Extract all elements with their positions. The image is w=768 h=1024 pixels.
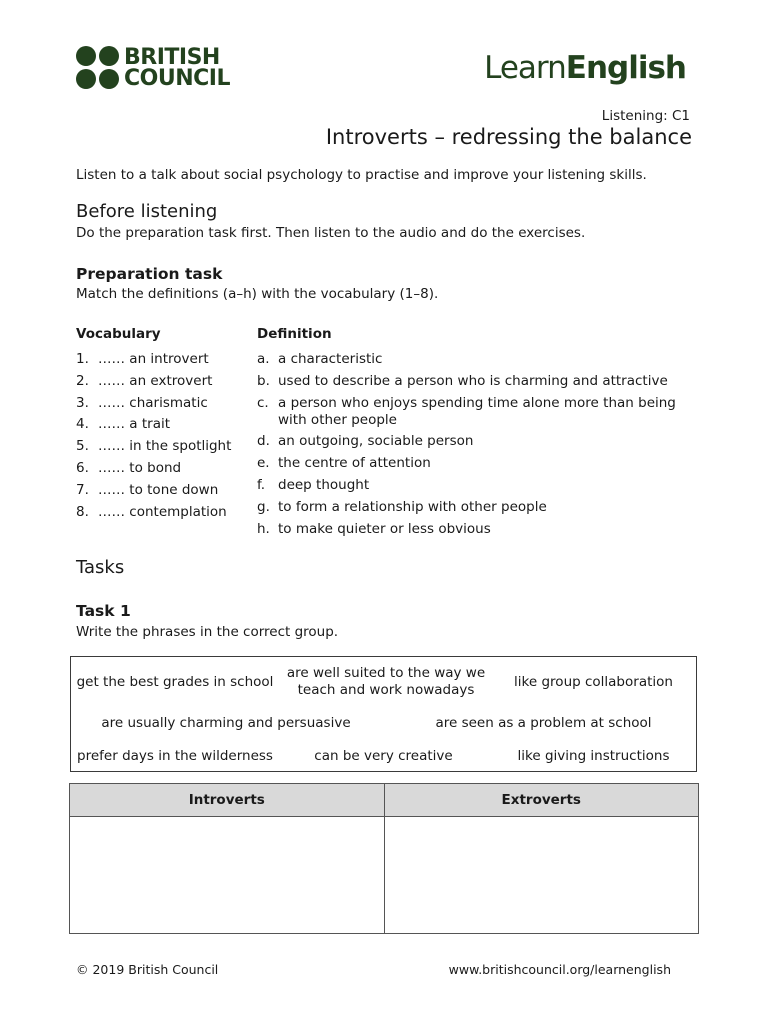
extroverts-column-header: Extroverts <box>384 784 699 817</box>
sorting-table <box>69 783 699 934</box>
definition-item: c. a person who enjoys spending time alone more than being with other people <box>257 394 676 428</box>
definition-heading: Definition <box>257 326 332 342</box>
before-listening-text: Do the preparation task first. Then listen to the audio and do the exercises. <box>76 225 586 241</box>
vocabulary-item: 7. …… to tone down <box>76 481 219 498</box>
level-label: Listening: C1 <box>601 108 690 124</box>
british-council-dots-icon <box>76 46 120 90</box>
phrase-item[interactable]: are well suited to the way we teach and work nowadays <box>286 665 486 698</box>
preparation-task-heading: Preparation task <box>76 265 223 283</box>
vocabulary-item: 6. …… to bond <box>76 459 182 476</box>
footer-copyright: © 2019 British Council <box>76 962 219 977</box>
phrase-item[interactable]: like group collaboration <box>514 674 673 690</box>
brand-wordmark <box>124 47 230 89</box>
learn-suffix: English <box>565 50 686 86</box>
tasks-heading: Tasks <box>76 557 125 578</box>
phrase-box <box>70 656 697 772</box>
phrase-item[interactable]: are seen as a problem at school <box>435 715 652 731</box>
phrase-item[interactable]: like giving instructions <box>517 748 670 764</box>
introverts-column-header: Introverts <box>70 784 385 817</box>
introverts-answer-cell[interactable] <box>70 817 385 934</box>
task-1-heading: Task 1 <box>76 602 131 620</box>
definition-item: d. an outgoing, sociable person <box>257 433 474 450</box>
page-title: Introverts – redressing the balance <box>325 125 692 149</box>
brand-line-2: COUNCIL <box>124 66 230 91</box>
vocabulary-item: 8. …… contemplation <box>76 503 227 520</box>
definition-item: f. deep thought <box>257 476 370 493</box>
vocabulary-list <box>76 351 246 525</box>
british-council-logo <box>76 44 230 92</box>
before-listening-heading: Before listening <box>76 201 218 222</box>
phrase-item[interactable]: are usually charming and persuasive <box>101 715 351 731</box>
footer-url[interactable]: www.britishcouncil.org/learnenglish <box>448 962 671 977</box>
brand-line-1: BRITISH <box>124 45 220 70</box>
definition-item: g. to form a relationship with other people <box>257 498 547 515</box>
definition-list <box>257 351 677 542</box>
learn-prefix: Learn <box>484 50 566 86</box>
definition-item: a. a characteristic <box>257 351 383 367</box>
vocabulary-item: 1. …… an introvert <box>76 351 209 367</box>
phrase-item[interactable]: get the best grades in school <box>76 674 274 690</box>
vocabulary-heading: Vocabulary <box>76 326 161 342</box>
definition-item: e. the centre of attention <box>257 455 431 472</box>
vocabulary-item: 2. …… an extrovert <box>76 372 213 389</box>
vocabulary-item: 4. …… a trait <box>76 416 171 433</box>
intro-text: Listen to a talk about social psychology to practise and improve your listening skills. <box>76 167 647 183</box>
vocabulary-item: 5. …… in the spotlight <box>76 438 232 455</box>
task-1-text: Write the phrases in the correct group. <box>76 624 339 640</box>
definition-item: b. used to describe a person who is charming and attractive <box>257 372 668 389</box>
phrase-item[interactable]: can be very creative <box>314 748 453 764</box>
definition-item: h. to make quieter or less obvious <box>257 520 491 537</box>
learnenglish-logo <box>484 50 686 86</box>
extroverts-answer-cell[interactable] <box>384 817 699 934</box>
preparation-task-text: Match the definitions (a–h) with the vocabulary (1–8). <box>76 286 439 302</box>
vocabulary-item: 3. …… charismatic <box>76 394 208 411</box>
phrase-item[interactable]: prefer days in the wilderness <box>77 748 273 764</box>
